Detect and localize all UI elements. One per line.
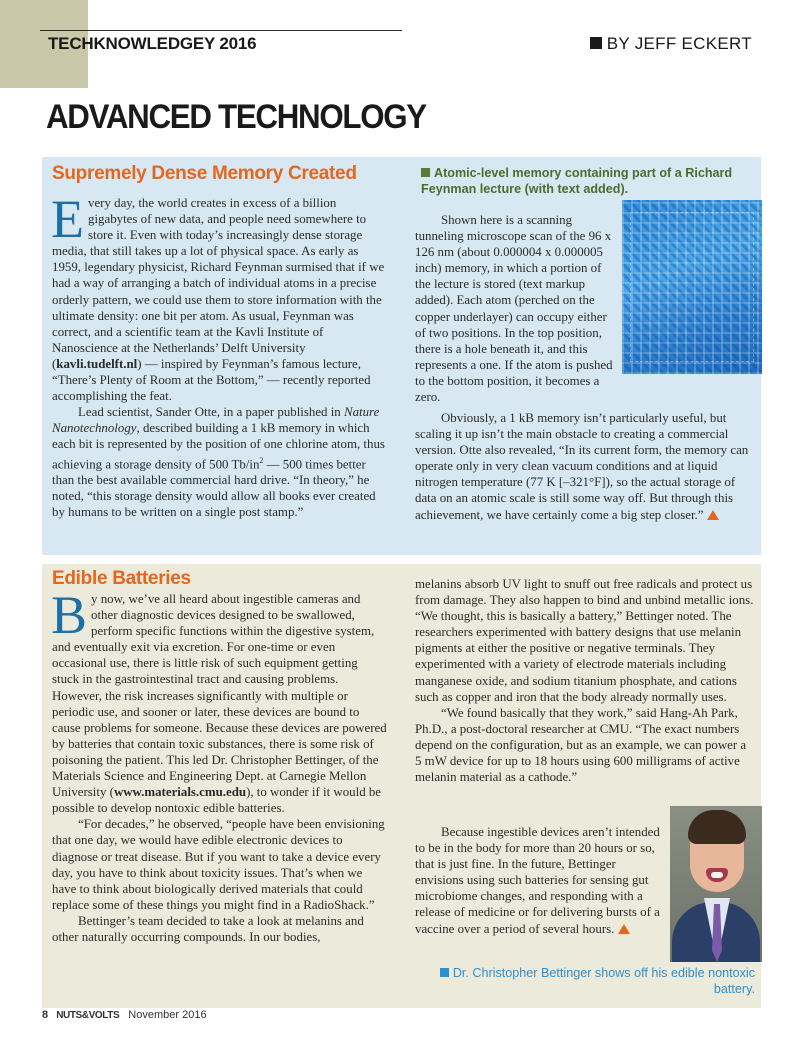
caption-square-icon (440, 968, 449, 977)
paragraph (415, 824, 665, 937)
bettinger-photo (670, 806, 762, 962)
article-batteries-left-column (51, 585, 388, 945)
byline-square-icon (590, 37, 602, 49)
page-footer (42, 1009, 207, 1021)
article-memory-right-column-wide (415, 410, 755, 523)
article-memory-right-column-narrow (415, 212, 617, 405)
end-mark-icon (618, 924, 630, 934)
paragraph: melanins absorb UV light to snuff out free radicals and protect us from damage. They also happen to bind and unbind metallic ions. “We thought, this is basically a battery,” Bettinger noted. The researchers experimented with battery designs that use melanin pigments at either the positive or negative terminals. They experimented with a variety of electrode materials including manganese oxide, and sodium titanium phosphate, and cations such as copper and iron that the body already normally uses. (415, 577, 754, 704)
issue-date: November 2016 (128, 1009, 207, 1021)
paragraph (415, 410, 755, 523)
byline-text: BY JEFF ECKERT (606, 34, 752, 53)
paragraph: “We found basically that they work,” said Hang-Ah Park, Ph.D., a post-doctoral researcher at CMU. “The exact numbers depend on the configuration, but as an example, we can power a 5 mW device for up to 18 hours using 600 milligrams of active melanin material as a cathode.” (415, 705, 747, 785)
article-heading-memory: Supremely Dense Memory Created (52, 163, 357, 184)
magazine-brand: NUTS&VOLTS (56, 1010, 120, 1021)
paragraph-text: Lead scientist, Sander Otte, in a paper published in (78, 405, 344, 420)
paragraph-text: , described building a 1 kB memory in which each bit is represented by the position of one chlorine atom, thus achieving a storage density of 500 Tb/in (52, 421, 385, 471)
page-number: 8 (42, 1009, 49, 1021)
section-tag: TECHKNOWLEDGEY 2016 (48, 34, 257, 53)
kavli-link[interactable]: kavli.tudelft.nl (56, 356, 138, 371)
article-heading-batteries: Edible Batteries (52, 568, 191, 589)
paragraph-text: ) — inspired by Feynman’s famous lecture, “There’s Plenty of Room at the Bottom,” — recently reported accomplishing the feat. (52, 356, 371, 404)
paragraph-text: — 500 times better than the best available commercial hard drive. “In theory,” he noted, “this storage density would allow all books ever created by humans to be written on a single post stamp.” (52, 456, 376, 520)
byline (590, 34, 752, 54)
drop-cap: B (51, 585, 88, 645)
article-batteries-right-column-narrow (415, 824, 665, 937)
paragraph: Shown here is a scanning tunneling microscope scan of the 96 x 126 nm (about 0.000004 x 0.000005 inch) memory, in which a portion of the lecture is stored (text markup added). Each atom (perched on the copper underlayer) can occupy either of two positions. In the top position, there is a hole beneath it, and this represents a one. If the atom is pushed to the bottom position, it becomes a zero. (415, 213, 613, 405)
paragraph (52, 404, 388, 520)
end-mark-icon (707, 510, 719, 520)
stm-grid (630, 212, 754, 362)
cmu-link[interactable]: www.materials.cmu.edu (113, 785, 247, 800)
drop-cap: E (51, 189, 84, 249)
paragraph-text: y now, we’ve all heard about ingestible cameras and other diagnostic devices designed to be swallowed, perform specific functions within the digestive system, and eventually exit via excretion. For one-time or even occasional use, there is little risk of such equipment getting stuck in the gastrointestinal tract and causing problems. However, the risk increases significantly with multiple or periodic use, and sooner or later, these devices are bound to cause problems for someone. Because these devices are powered by batteries that contain toxic substances, there is some risk of poisoning the patient. This led Dr. Christopher Bettinger, of the Materials Science and Engineering Dept. at Carnegie Mellon University ( (52, 592, 387, 800)
stm-image-caption (421, 165, 751, 197)
paragraph-text: ), to wonder if it would be possible to develop nontoxic edible batteries. (52, 785, 382, 816)
stm-memory-scan-image (622, 200, 762, 374)
photo-caption (422, 965, 755, 997)
paragraph-text: very day, the world creates in excess of a billion gigabytes of new data, and people need somewhere to store it. Even with today’s increasingly dense storage media, that still takes up a lot of physical space. As early as 1959, legendary physicist, Richard Feynman surmised that if we had a way of arranging a batch of individual atoms in a precise orderly pattern, we could use them to store information with the ultimate density: one bit per atom. As usual, Feynman was correct, and a scientific team at the Kavli Institute of Nanoscience at the Netherlands’ Delft University ( (52, 196, 385, 371)
paragraph (51, 189, 388, 404)
caption-square-icon (421, 168, 430, 177)
paragraph (51, 585, 388, 816)
article-batteries-right-column (415, 576, 755, 785)
photo-hair (688, 810, 746, 844)
header-rule (40, 30, 402, 31)
photo-edible-battery (711, 872, 723, 878)
caption-text: Atomic-level memory containing part of a Richard Feynman lecture (with text added). (421, 166, 733, 196)
paragraph: “For decades,” he observed, “people have been envisioning that one day, we would have edible electronic devices to diagnose or treat disease. But if you want to take a device every day, you have to think about toxicity issues. That’s when we have to think about biologically derived materials that could replace some of these things you might find in a RadioShack.” (52, 817, 385, 912)
paragraph-text: Because ingestible devices aren’t intended to be in the body for more than 20 hours or so, that is just fine. In the future, Bettinger envisions using such batteries for sensing gut microbiome changes, and responding with a release of medicine or for delivering bursts of a vaccine over a period of several hours. (415, 825, 660, 936)
superscript: 2 (259, 455, 264, 465)
caption-text: Dr. Christopher Bettinger shows off his edible nontoxic battery. (452, 966, 755, 996)
paragraph: Bettinger’s team decided to take a look at melanins and other naturally occurring compounds. In our bodies, (52, 913, 364, 944)
page-title: ADVANCED TECHNOLOGY (46, 98, 426, 136)
article-memory-left-column (51, 189, 388, 520)
paragraph-text: Obviously, a 1 kB memory isn’t particularly useful, but scaling it up isn’t the main obstacle to creating a commercial version. Otte also revealed, “In its current form, the memory can operate only in very clean vacuum conditions and at liquid nitrogen temperature (77 K [–321°F]), so the actual storage of data on an atomic scale is still some way off. But through this achievement, we have certainly come a big step closer.” (415, 411, 749, 522)
journal-name: Nature Nanotechnology (52, 405, 380, 436)
